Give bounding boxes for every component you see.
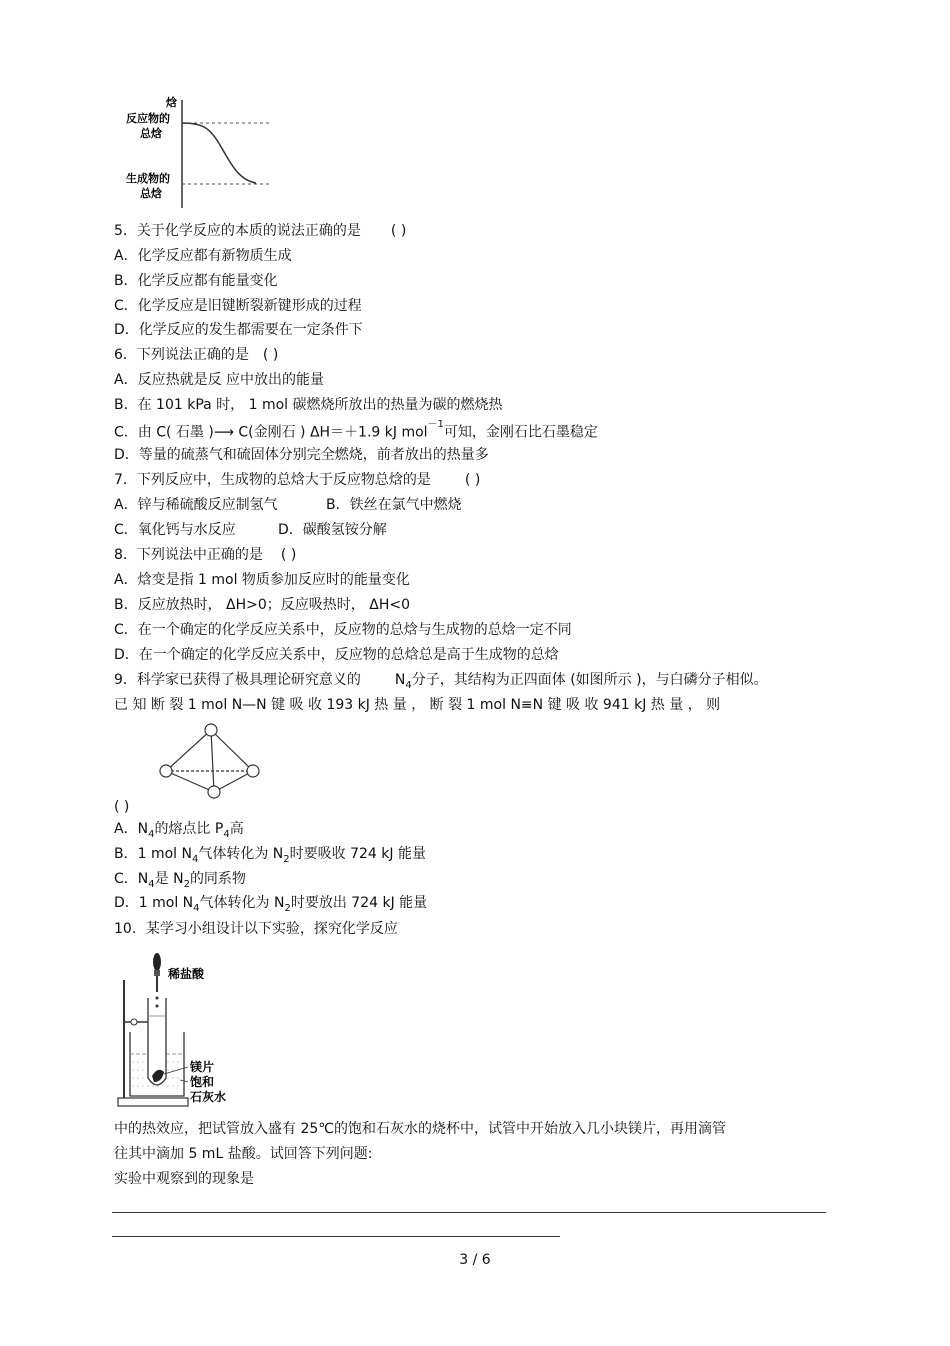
q5-option-c: C．化学反应是旧键断裂新键形成的过程 xyxy=(114,298,362,314)
q5-option-b: B．化学反应都有能量变化 xyxy=(114,273,278,289)
product-label-2: 总焓 xyxy=(140,187,162,200)
q9-option-d: D．1 mol $N_4$气体转化为 $N_2$时要放出 724 kJ 能量 xyxy=(114,895,428,914)
q8-option-d: D．在一个确定的化学反应关系中，反应物的总焓总是高于生成物的总焓 xyxy=(114,647,559,663)
q9-option-a: A．$N_4$的熔点比 $P_4$高 xyxy=(114,821,244,840)
q10-line4: 实验中观察到的现象是 xyxy=(114,1171,254,1187)
q9-paren: ( ) xyxy=(114,799,130,815)
q8-option-b: B．反应放热时， ΔH>0；反应吸热时， ΔH<0 xyxy=(114,597,410,613)
q9-option-c: C．$N_4$是 $N_2$的同系物 xyxy=(114,871,246,890)
tetrahedron-diagram xyxy=(152,718,268,802)
lime-label-1: 饱和 xyxy=(190,1075,215,1089)
answer-line-2[interactable] xyxy=(112,1236,560,1237)
q7-option-d: D．碳酸氢铵分解 xyxy=(278,522,387,538)
page-number: 3 / 6 xyxy=(459,1252,491,1268)
q6-option-d: D．等量的硫蒸气和硫固体分别完全燃烧，前者放出的热量多 xyxy=(114,447,489,463)
lime-label-2: 石灰水 xyxy=(190,1090,227,1104)
q9-stem: 9．科学家已获得了极具理论研究意义的 $N_4$分子，其结构为正四面体 (如图所示 )，与白磷分子相似。 xyxy=(114,672,768,691)
q8-stem: 8．下列说法中正确的是 ( ) xyxy=(114,547,297,563)
q5-stem: 5．关于化学反应的本质的说法正确的是 ( ) xyxy=(114,223,407,239)
q7-option-b: B．铁丝在氯气中燃烧 xyxy=(326,497,462,513)
q6-option-b: B．在 101 kPa 时， 1 mol 碳燃烧所放出的热量为碳的燃烧热 xyxy=(114,397,503,413)
q7-stem: 7．下列反应中，生成物的总焓大于反应物总焓的是 ( ) xyxy=(114,472,481,488)
enthalpy-diagram xyxy=(118,90,288,210)
acid-label: 稀盐酸 xyxy=(168,967,205,981)
reactant-label-1: 反应物的 xyxy=(126,112,170,125)
q6-option-a: A．反应热就是反 应中放出的能量 xyxy=(114,372,325,388)
q7-options-ab xyxy=(114,496,462,514)
q5-option-a: A．化学反应都有新物质生成 xyxy=(114,248,292,264)
reactant-label-2: 总焓 xyxy=(140,127,162,140)
answer-line-1[interactable] xyxy=(112,1212,826,1213)
q8-option-a: A．焓变是指 1 mol 物质参加反应时的能量变化 xyxy=(114,572,410,588)
q8-option-c: C．在一个确定的化学反应关系中，反应物的总焓与生成物的总焓一定不同 xyxy=(114,622,572,638)
q9-stem-line2: 已 知 断 裂 1 mol N—N 键 吸 收 193 kJ 热 量 ， 断 裂 1 mol N≡N 键 吸 收 941 kJ 热 量 ， 则 xyxy=(114,697,721,713)
q6-option-c: C．由 C( 石墨 )⟶ C(金刚石 ) ΔH＝＋1.9 kJ mol$^{-1}$可知，金刚石比石墨稳定 xyxy=(114,419,598,441)
q7-option-a: A．锌与稀硫酸反应制氢气 xyxy=(114,497,278,513)
q10-stem: 10．某学习小组设计以下实验，探究化学反应 xyxy=(114,921,398,937)
q7-option-c: C．氧化钙与水反应 xyxy=(114,522,236,538)
q5-option-d: D．化学反应的发生都需要在一定条件下 xyxy=(114,322,363,338)
q6-stem: 6．下列说法正确的是 ( ) xyxy=(114,347,279,363)
mg-label: 镁片 xyxy=(190,1060,215,1074)
y-axis-label: 焓 xyxy=(166,96,177,109)
q10-line2: 中的热效应，把试管放入盛有 25℃的饱和石灰水的烧杯中，试管中开始放入几小块镁片，再用滴管 xyxy=(114,1121,726,1137)
experiment-apparatus xyxy=(112,950,252,1112)
q7-options-cd xyxy=(114,521,387,539)
product-label-1: 生成物的 xyxy=(126,172,170,185)
q9-option-b: B．1 mol $N_4$气体转化为 $N_2$时要吸收 724 kJ 能量 xyxy=(114,846,426,865)
q10-line3: 往其中滴加 5 mL 盐酸。试回答下列问题: xyxy=(114,1146,373,1162)
